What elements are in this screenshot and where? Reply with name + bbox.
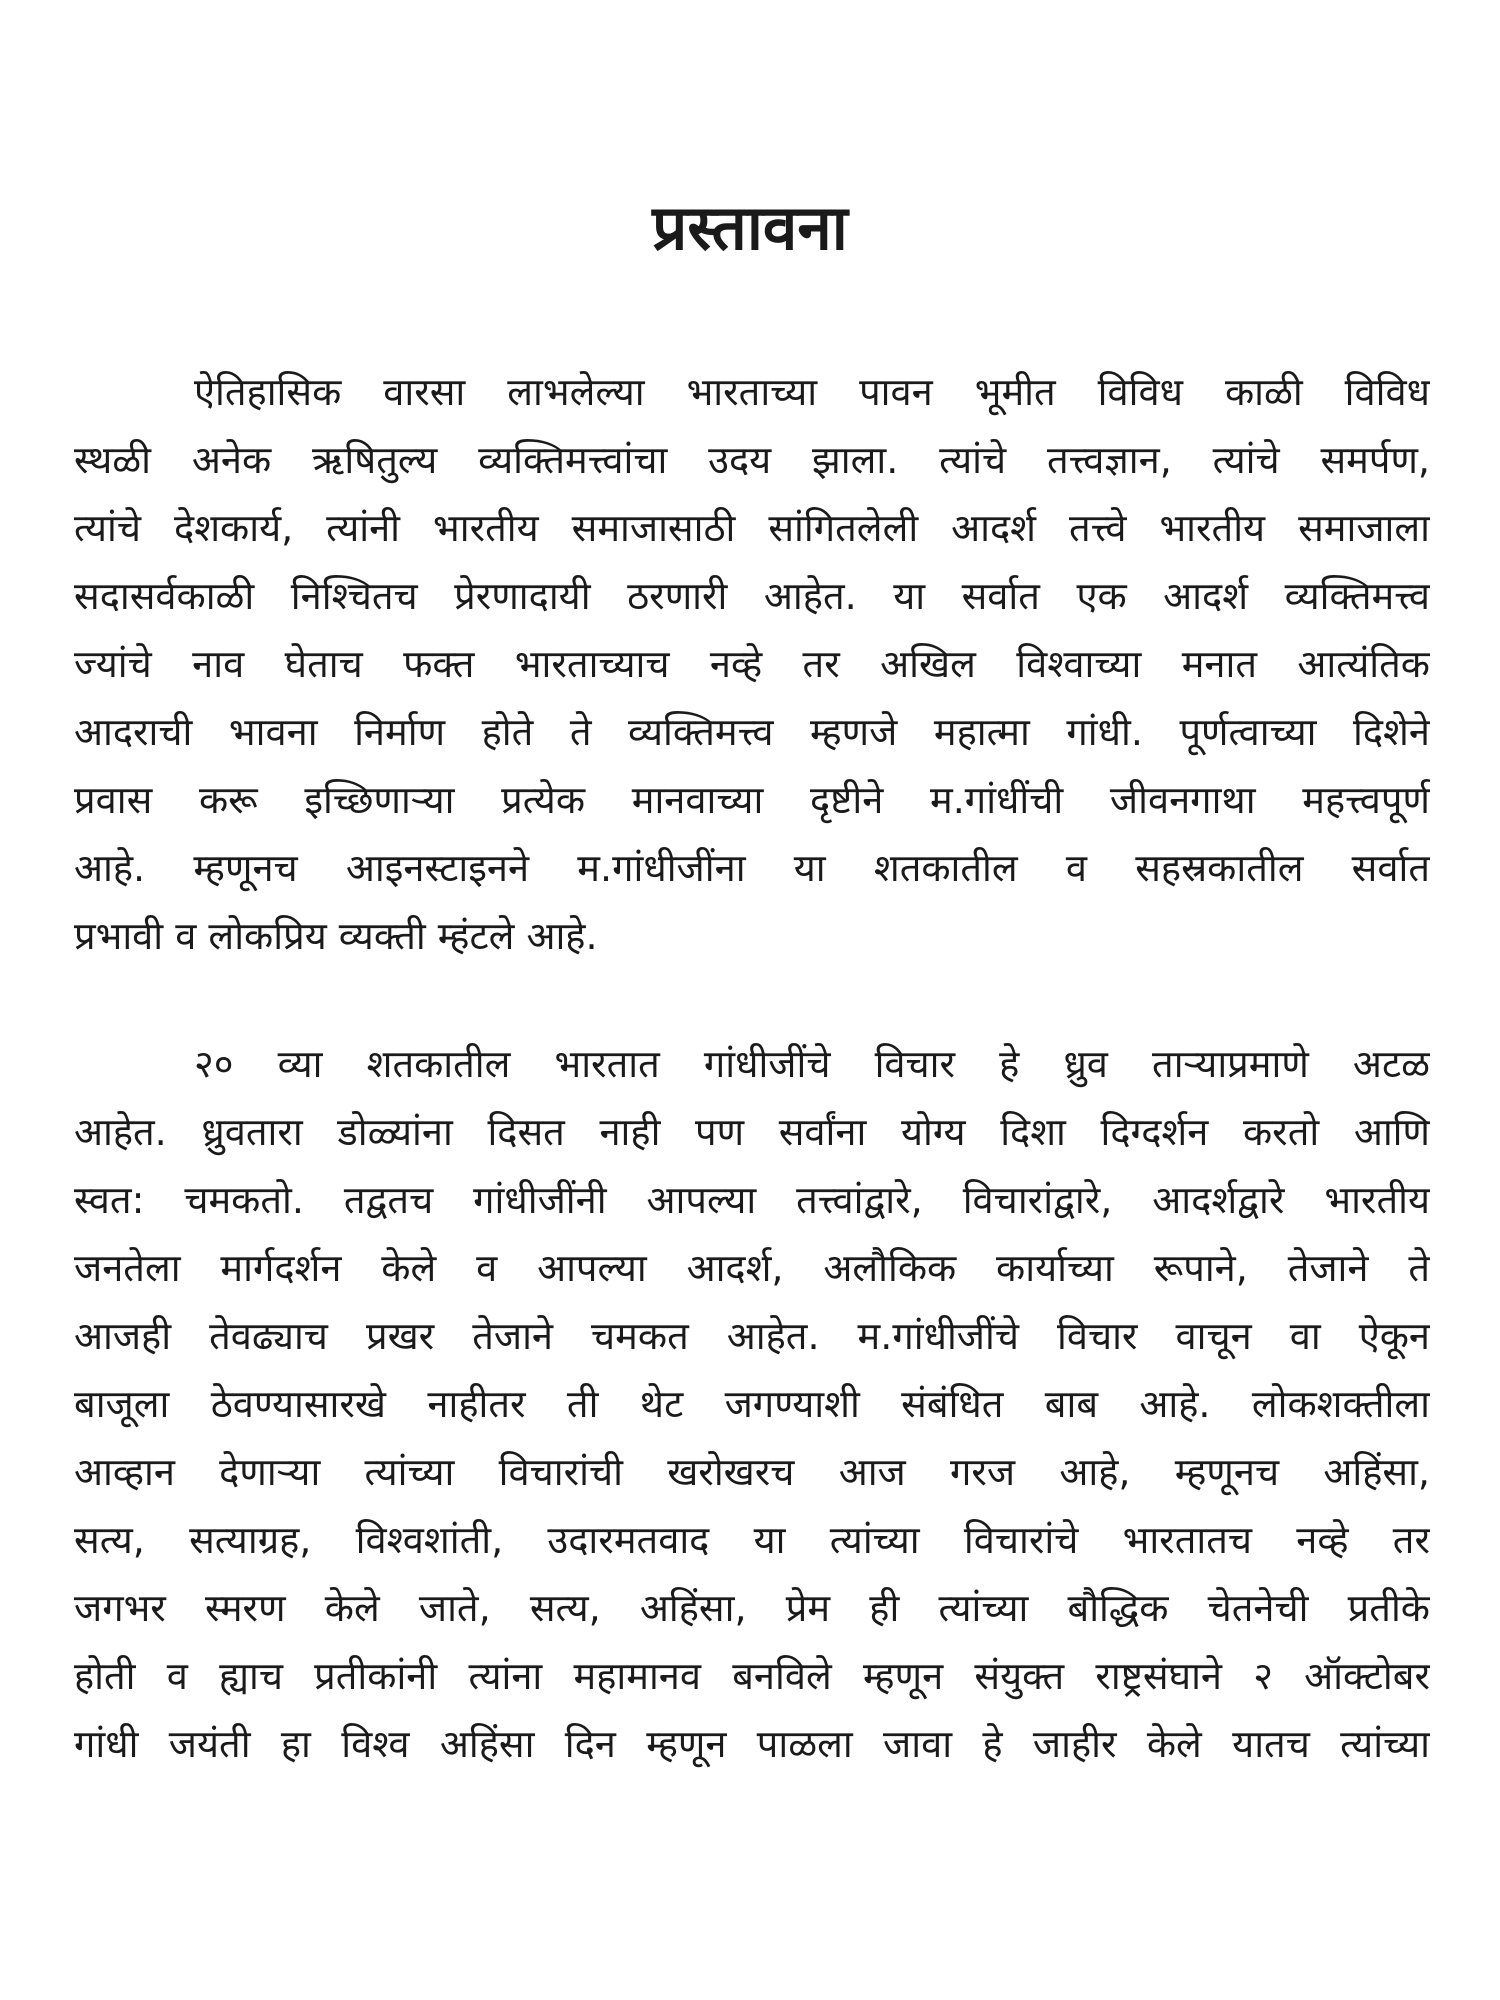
paragraph-line: सत्य, सत्याग्रह, विश्वशांती, उदारमतवाद या त्यांच्या विचारांचे भारतातच नव्हे तर xyxy=(74,1518,1430,1562)
paragraph-line: जनतेला मार्गदर्शन केले व आपल्या आदर्श, अलौकिक कार्याच्या रूपाने, तेजाने ते xyxy=(74,1246,1430,1290)
paragraph-line: गांधी जयंती हा विश्व अहिंसा दिन म्हणून पाळला जावा हे जाहीर केले यातच त्यांच्या xyxy=(74,1722,1430,1766)
paragraph-line: आहे. म्हणूनच आइनस्टाइनने म.गांधीजींना या शतकातील व सहस्रकातील सर्वात xyxy=(74,846,1430,890)
paragraph-line: त्यांचे देशकार्य, त्यांनी भारतीय समाजासाठी सांगितलेली आदर्श तत्त्वे भारतीय समाजाला xyxy=(74,506,1430,550)
paragraph-line: आजही तेवढ्याच प्रखर तेजाने चमकत आहेत. म.गांधीजींचे विचार वाचून वा ऐकून xyxy=(74,1314,1430,1358)
paragraph-line: आदराची भावना निर्माण होते ते व्यक्तिमत्त्व म्हणजे महात्मा गांधी. पूर्णत्वाच्या दिशेने xyxy=(74,710,1430,754)
paragraph-line: आव्हान देणाऱ्या त्यांच्या विचारांची खरोखरच आज गरज आहे, म्हणूनच अहिंसा, xyxy=(74,1450,1430,1494)
paragraph-line: बाजूला ठेवण्यासारखे नाहीतर ती थेट जगण्याशी संबंधित बाब आहे. लोकशक्तीला xyxy=(74,1382,1430,1426)
paragraph-line: प्रभावी व लोकप्रिय व्यक्ती म्हंटले आहे. xyxy=(74,914,598,958)
page-title: प्रस्तावना xyxy=(652,191,848,264)
paragraph-line: आहेत. ध्रुवतारा डोळ्यांना दिसत नाही पण सर्वांना योग्य दिशा दिग्दर्शन करतो आणि xyxy=(74,1110,1430,1154)
paragraph-line: ज्यांचे नाव घेताच फक्त भारताच्याच नव्हे तर अखिल विश्वाच्या मनात आत्यंतिक xyxy=(74,642,1430,686)
paragraph-line: जगभर स्मरण केले जाते, सत्य, अहिंसा, प्रेम ही त्यांच्या बौद्धिक चेतनेची प्रतीके xyxy=(74,1586,1430,1630)
paragraph-line: २० व्या शतकातील भारतात गांधीजींचे विचार हे ध्रुव ताऱ्याप्रमाणे अटळ xyxy=(194,1042,1430,1086)
paragraph-line: प्रवास करू इच्छिणाऱ्या प्रत्येक मानवाच्या दृष्टीने म.गांधींची जीवनगाथा महत्त्वपूर्ण xyxy=(74,778,1430,822)
paragraph-line: ऐतिहासिक वारसा लाभलेल्या भारताच्या पावन भूमीत विविध काळी विविध xyxy=(194,370,1430,414)
paragraph-line: स्थळी अनेक ऋषितुल्य व्यक्तिमत्त्वांचा उदय झाला. त्यांचे तत्त्वज्ञान, त्यांचे समर्पण, xyxy=(74,438,1430,482)
paragraph-2 xyxy=(74,1030,1430,1778)
paragraph-line: स्वत: चमकतो. तद्वतच गांधीजींनी आपल्या तत्त्वांद्वारे, विचारांद्वारे, आदर्शद्वारे भारतीय xyxy=(74,1178,1430,1222)
paragraph-1 xyxy=(74,358,1430,970)
paragraph-line: सदासर्वकाळी निश्चितच प्रेरणादायी ठरणारी आहेत. या सर्वात एक आदर्श व्यक्तिमत्त्व xyxy=(74,574,1430,618)
paragraph-line: होती व ह्याच प्रतीकांनी त्यांना महामानव बनविले म्हणून संयुक्त राष्ट्रसंघाने २ ऑक्टोबर xyxy=(74,1654,1430,1698)
